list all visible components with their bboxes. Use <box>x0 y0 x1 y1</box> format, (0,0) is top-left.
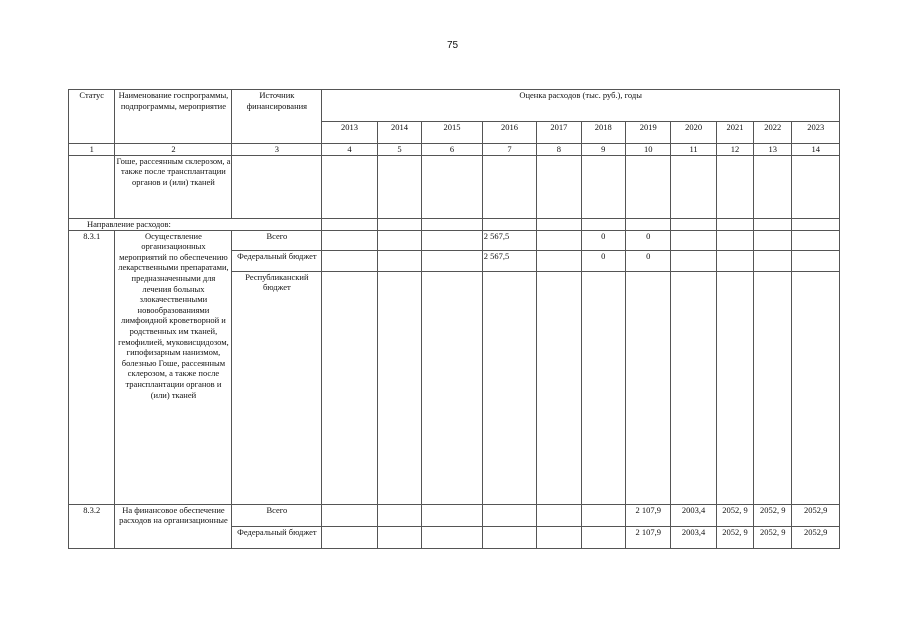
column-number: 10 <box>625 144 670 156</box>
header-year: 2013 <box>322 122 378 144</box>
value-cell: 2052,9 <box>792 526 840 548</box>
column-number: 8 <box>537 144 581 156</box>
column-number: 9 <box>581 144 625 156</box>
source-label: Всего <box>232 230 322 250</box>
source-label: Федеральный бюджет <box>232 526 322 548</box>
header-year: 2023 <box>792 122 840 144</box>
value-cell: 2052, 9 <box>754 504 792 526</box>
header-year: 2020 <box>671 122 716 144</box>
row-status: 8.3.1 <box>69 230 115 504</box>
column-number-row <box>69 144 840 156</box>
column-number: 1 <box>69 144 115 156</box>
row-name: Осуществление организационных мероприятий по обеспечению лекарственными препаратами, предназначенными для лечения больных злокачественными новообразованиями лимфоидной кроветворной и родственных им тканей, гемофилией, муковисцидозом, гипофизарным нанизмом, болезнью Гоше, рассеянным склерозом, а также после трансплантации органов и (или) тканей <box>115 230 232 504</box>
value-cell: 0 <box>581 230 625 250</box>
column-number: 7 <box>482 144 536 156</box>
column-number: 14 <box>792 144 840 156</box>
column-number: 5 <box>377 144 421 156</box>
header-year: 2016 <box>482 122 536 144</box>
header-status: Статус <box>69 90 115 144</box>
value-cell: 2 567,5 <box>482 250 536 271</box>
header-year: 2021 <box>716 122 753 144</box>
value-cell: 2 107,9 <box>625 504 670 526</box>
value-cell: 2052,9 <box>792 504 840 526</box>
value-cell: 2 107,9 <box>625 526 670 548</box>
continuation-row <box>69 155 840 218</box>
table-row <box>69 504 840 526</box>
source-label: Федеральный бюджет <box>232 250 322 271</box>
column-number: 4 <box>322 144 378 156</box>
value-cell: 2003,4 <box>671 504 716 526</box>
budget-table <box>68 89 840 549</box>
value-cell: 2052, 9 <box>716 504 753 526</box>
row-name: На финансовое обеспечение расходов на организационные <box>115 504 232 548</box>
table-row <box>69 230 840 250</box>
header-year: 2019 <box>625 122 670 144</box>
value-cell: 0 <box>581 250 625 271</box>
row-status: 8.3.2 <box>69 504 115 548</box>
column-number: 6 <box>422 144 483 156</box>
value-cell: 0 <box>625 230 670 250</box>
direction-row <box>69 218 840 230</box>
header-source: Источник финансирования <box>232 90 322 144</box>
page-number: 75 <box>446 40 459 51</box>
source-label: Всего <box>232 504 322 526</box>
value-cell: 2052, 9 <box>716 526 753 548</box>
header-year: 2014 <box>377 122 421 144</box>
value-cell: 2003,4 <box>671 526 716 548</box>
continuation-text: Гоше, рассеянным склерозом, а также после трансплантации органов и (или) тканей <box>115 155 232 218</box>
header-year: 2017 <box>537 122 581 144</box>
column-number: 2 <box>115 144 232 156</box>
column-number: 12 <box>716 144 753 156</box>
column-number: 3 <box>232 144 322 156</box>
value-cell: 2 567,5 <box>482 230 536 250</box>
header-year: 2015 <box>422 122 483 144</box>
header-name: Наименование госпрограммы, подпрограммы, мероприятие <box>115 90 232 144</box>
value-cell: 2052, 9 <box>754 526 792 548</box>
value-cell: 0 <box>625 250 670 271</box>
header-year: 2022 <box>754 122 792 144</box>
header-estimate: Оценка расходов (тыс. руб.), годы <box>322 90 840 122</box>
header-year: 2018 <box>581 122 625 144</box>
source-label: Республиканский бюджет <box>232 271 322 504</box>
column-number: 13 <box>754 144 792 156</box>
column-number: 11 <box>671 144 716 156</box>
direction-label: Направление расходов: <box>69 218 322 230</box>
